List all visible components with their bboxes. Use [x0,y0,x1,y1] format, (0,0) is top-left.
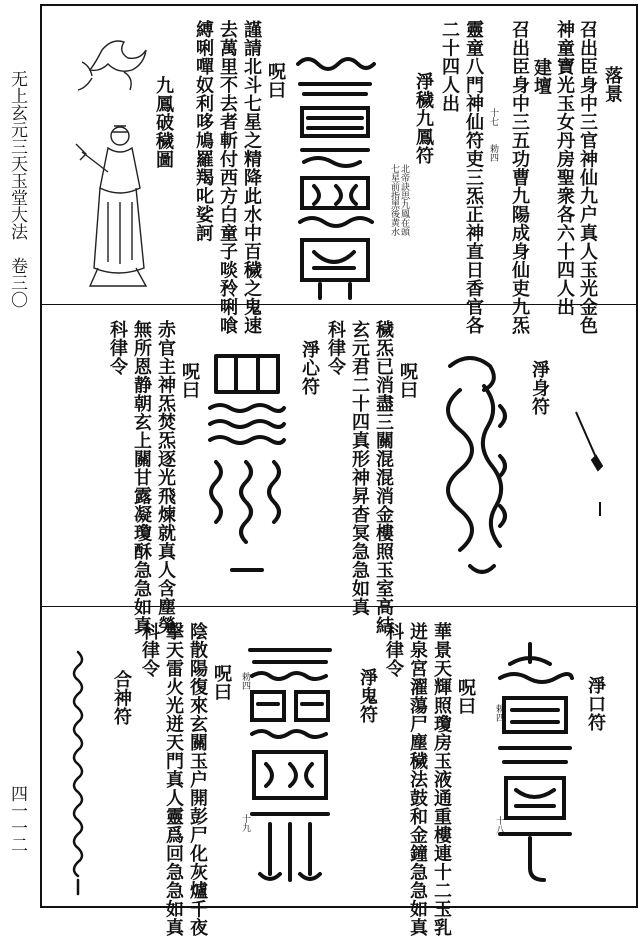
panel2-text-col: 科律令 [107,320,128,376]
panel3-text-col: 科律令 [383,622,404,678]
panel3-text-col: 迸泉宮濯蕩尸塵穢法鼓和金鐘急急如真 [407,622,428,937]
panel3-note: 十九 [240,814,250,832]
panel1-caption: 九鳳破穢圖 [153,76,174,169]
panel3-talisman-title: 淨鬼符 [357,668,378,724]
pure-body-talisman-icon [430,346,520,586]
panel2-text-col: 玄元君二十四真形神昇杳冥急急如真 [349,320,370,616]
panel1-text-col: 去萬里不去者斬付西方白童子啖矝唎喰 [217,20,238,335]
nine-phoenix-talisman-icon [290,46,380,301]
panel-divider [42,606,636,607]
panel1-text-col: 謹請北斗七星之精降此水中百穢之鬼速 [241,20,262,335]
panel3-text-col: 擊天雷火光迸天門真人靈爲回急急如真 [163,622,184,937]
panel1-text-col: 二十四人出 [439,20,460,113]
pure-mouth-talisman-icon [490,638,580,888]
panel2-text-col: 科律令 [325,320,346,376]
sword-icon [570,406,606,526]
nine-phoenix-illustration-icon [62,32,152,294]
panel2-chant-label: 呪曰 [397,362,418,399]
panel3-text-col: 科律令 [139,622,160,678]
panel1-heading: 落景 [602,66,623,103]
panel-2 [42,306,636,635]
panel3-text-col: 陰散陽復來玄關玉户開彭尸化灰爐千夜 [187,622,208,937]
panel2-text-col: 穢炁已消盡三關混混消金樓照玉室高結 [373,320,394,635]
union-spirit-talisman-icon [64,648,92,898]
panel3-note: 十八 [494,816,504,834]
panel2-talisman-title: 淨心符 [299,340,320,396]
page-frame [40,4,638,937]
panel1-talisman-note: 北帝訣思九鳳在頭 [399,164,409,236]
panel1-text-col: 神童寶光玉女丹房聖衆各六十四人出 [554,20,575,316]
margin-book-title: 无上玄元三天玉堂大法 卷三〇 [7,70,27,308]
panel3-chant-label: 呪曰 [455,678,476,715]
panel-divider [42,304,636,305]
panel1-text-col: 縛唎嘽奴利哆鳩羅羯叱娑訶 [193,20,214,242]
panel3-text-col: 華景天輝照瓊房玉液通重樓連十二玉乳 [431,622,452,937]
panel-3 [42,608,636,937]
panel2-text-col: 赤官主神炁焚炁逐光飛煉就真人含塵勞 [155,320,176,635]
panel1-note: 勅四 [488,144,498,162]
panel1-talisman-title: 淨穢九鳳符 [413,72,434,165]
pure-heart-talisman-icon [202,346,292,586]
panel1-text-col: 靈童八門神仙符吏三炁正神直日香官各 [463,20,484,335]
panel3-note: 勅四 [494,704,504,722]
panel1-chant-label: 呪曰 [265,62,286,99]
panel2-talisman-title: 淨身符 [529,360,550,416]
panel1-text-col: 召出臣身中三官神仙九户真人玉光金色 [577,20,598,335]
pure-ghost-talisman-icon [242,638,338,890]
panel1-subhead: 建壇 [531,58,552,95]
panel-1 [42,6,636,335]
margin-page-number: 四一一二 [7,785,27,853]
panel2-text-col: 無所恩静朝玄上關甘露凝瓊酥急急如真 [131,320,152,635]
panel1-note: 十七 [488,108,498,126]
panel2-chant-label: 呪曰 [179,362,200,399]
panel3-note: 勅四 [240,672,250,690]
panel3-chant-label: 呪曰 [211,664,232,701]
panel1-text-col: 召出臣身中三五功曹九陽成身仙吏九炁 [509,20,530,335]
panel1-talisman-note: 七星前指黑後黄水 [389,164,399,236]
panel3-talisman-title: 合神符 [111,670,132,726]
panel3-talisman-title: 淨口符 [585,676,606,732]
